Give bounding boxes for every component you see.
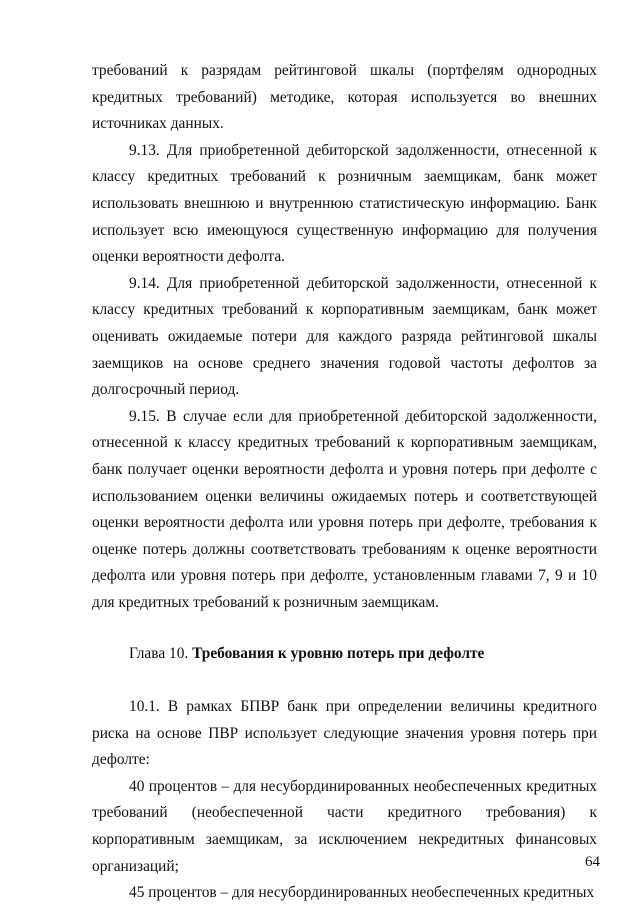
- paragraph-continuation: требований к разрядам рейтинговой шкалы (портфелям однородных кредитных требований) методике, которая используется во внешних источниках данных.: [92, 62, 597, 133]
- chapter-heading-title: Требования к уровню потерь при дефолте: [192, 645, 485, 663]
- chapter-heading: [92, 641, 597, 668]
- paragraph-45-percent: 45 процентов – для несубординированных необеспеченных кредитных: [129, 884, 595, 902]
- paragraph-40-percent: 40 процентов – для несубординированных необеспеченных кредитных требований (необеспеченной части кредитного требования) к корпоративным заемщикам, за исключением некредитных финансовых организаций;: [92, 777, 597, 875]
- paragraph-9-15: 9.15. В случае если для приобретенной дебиторской задолженности, отнесенной к классу кредитных требований к корпоративным заемщикам, банк получает оценки вероятности дефолта и уровня потерь при дефолте с использованием оценки величины ожидаемых потерь и соответствующей оценки вероятности дефолта или уровня потерь при дефолте, требования к оценке потерь должны соответствовать требованиям к оценке вероятности дефолта или уровня потерь при дефолте, установленным главами 7, 9 и 10 для кредитных требований к розничным заемщикам.: [92, 407, 597, 611]
- page-number: 64: [585, 854, 600, 870]
- paragraph-10-1: 10.1. В рамках БПВР банк при определении величины кредитного риска на основе ПВР использует следующие значения уровня потерь при дефолте:: [92, 698, 597, 769]
- paragraph-9-14: 9.14. Для приобретенной дебиторской задолженности, отнесенной к классу кредитных требований к корпоративным заемщикам, банк может оценивать ожидаемые потери для каждого разряда рейтинговой шкалы заемщиков на основе среднего значения годовой частоты дефолтов за долгосрочный период.: [92, 274, 597, 399]
- document-body: [92, 58, 597, 907]
- paragraph-9-13: 9.13. Для приобретенной дебиторской задолженности, отнесенной к классу кредитных требований к розничным заемщикам, банк может использовать внешнюю и внутреннюю статистическую информацию. Банк использует всю имеющуюся существенную информацию для получения оценки вероятности дефолта.: [92, 141, 597, 266]
- chapter-heading-prefix: Глава 10.: [129, 645, 189, 663]
